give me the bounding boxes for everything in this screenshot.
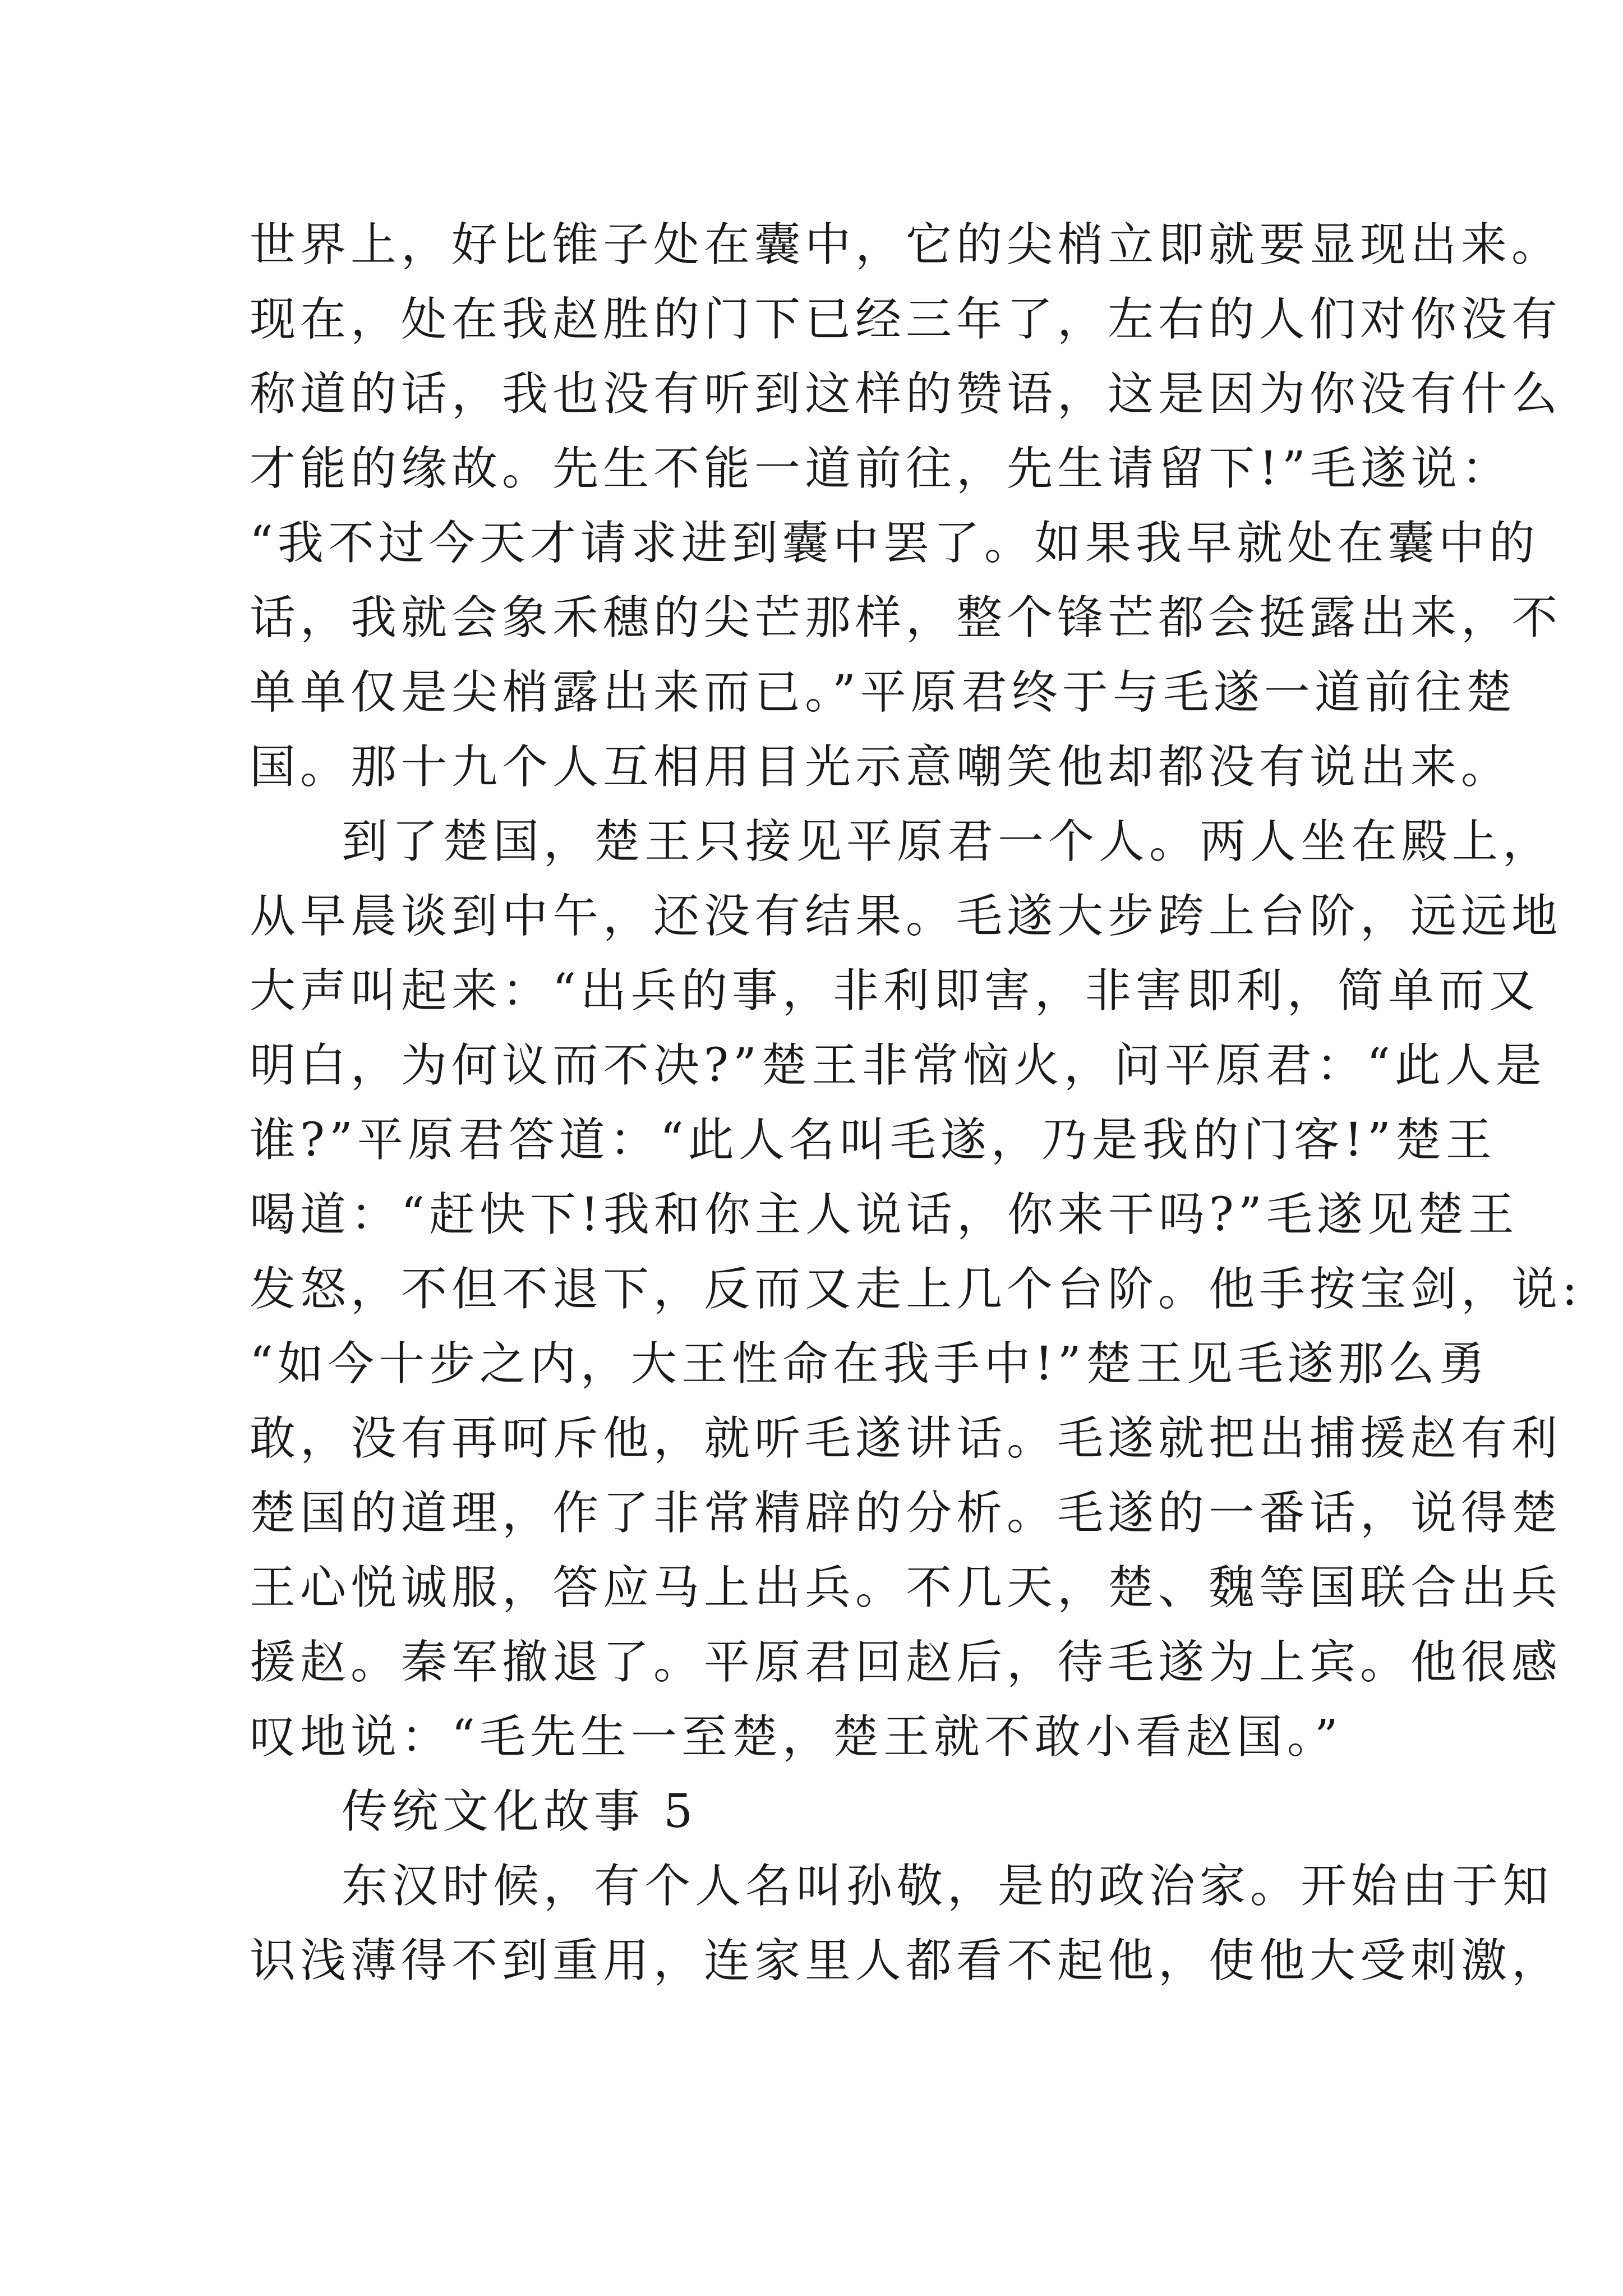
text-line: 从早晨谈到中午，还没有结果。毛遂大步跨上台阶，远远地 (250, 890, 1562, 943)
text-line: “我不过今天才请求进到囊中罢了。如果我早就处在囊中的 (250, 517, 1539, 570)
text-line: 识浅薄得不到重用，连家里人都看不起他，使他大受刺激， (250, 1934, 1562, 1987)
text-line: 明白，为何议而不决?”楚王非常恼火，问平原君：“此人是 (250, 1039, 1546, 1092)
text-line: 谁?”平原君答道：“此人名叫毛遂，乃是我的门客!”楚王 (250, 1114, 1496, 1167)
text-line: 称道的话，我也没有听到这样的赞语，这是因为你没有什么 (250, 367, 1562, 421)
body-text (250, 208, 1582, 1998)
text-line: 国。那十九个人互相用目光示意嘲笑他却都没有说出来。 (250, 740, 1512, 794)
text-line: 喝道：“赶快下!我和你主人说话，你来干吗?”毛遂见楚王 (250, 1188, 1519, 1241)
text-line: 叹地说：“毛先生一至楚，楚王就不敢小看赵国。” (250, 1710, 1343, 1764)
text-line: 大声叫起来：“出兵的事，非利即害，非害即利，简单而又 (250, 964, 1539, 1018)
paragraph-start-line: 到了楚国，楚王只接见平原君一个人。两人坐在殿上， (342, 815, 1553, 868)
text-line: “如今十步之内，大王性命在我手中!”楚王见毛遂那么勇 (250, 1337, 1490, 1391)
text-line: 王心悦诚服，答应马上出兵。不几天，楚、魏等国联合出兵 (250, 1561, 1562, 1614)
text-line: 发怒，不但不退下，反而又走上几个台阶。他手按宝剑，说: (250, 1263, 1582, 1316)
text-line: 楚国的道理，作了非常精辟的分析。毛遂的一番话，说得楚 (250, 1487, 1562, 1540)
text-line: 援赵。秦军撤退了。平原君回赵后，待毛遂为上宾。他很感 (250, 1636, 1562, 1689)
section-heading: 传统文化故事 5 (342, 1785, 698, 1838)
text-line: 敢，没有再呵斥他，就听毛遂讲话。毛遂就把出捕援赵有利 (250, 1412, 1562, 1465)
text-line: 世界上，好比锥子处在囊中，它的尖梢立即就要显现出来。 (250, 218, 1562, 272)
paragraph-start-line: 东汉时候，有个人名叫孙敬，是的政治家。开始由于知 (342, 1860, 1553, 1913)
text-line: 现在，处在我赵胜的门下已经三年了，左右的人们对你没有 (250, 293, 1562, 346)
text-line: 单单仅是尖梢露出来而已。”平原君终于与毛遂一道前往楚 (250, 666, 1516, 719)
text-line: 话，我就会象禾穗的尖芒那样，整个锋芒都会挺露出来，不 (250, 591, 1562, 645)
text-line: 才能的缘故。先生不能一道前往，先生请留下!”毛遂说： (250, 442, 1512, 495)
